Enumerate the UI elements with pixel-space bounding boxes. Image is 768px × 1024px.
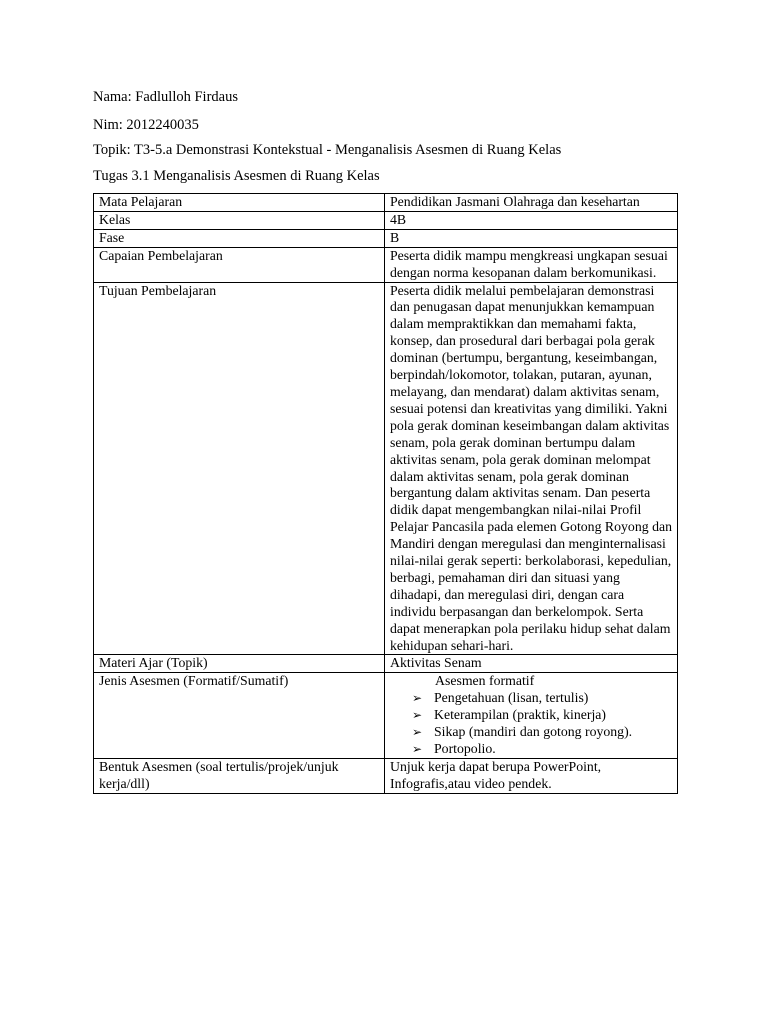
row-value xyxy=(385,282,678,655)
list-item-text: Sikap (mandiri dan gotong royong). xyxy=(434,724,633,740)
list-item-text: Keterampilan (praktik, kinerja) xyxy=(434,707,607,723)
row-value: Aktivitas Senam xyxy=(385,655,678,673)
arrowhead-bullet-icon: ➢ xyxy=(412,725,423,740)
table-row-mata-pelajaran xyxy=(94,194,678,212)
row-value: B xyxy=(385,229,678,247)
student-nim: Nim: 2012240035 xyxy=(93,117,199,133)
row-label: Fase xyxy=(94,229,385,247)
asesmen-title: Asesmen formatif xyxy=(435,673,535,689)
list-item xyxy=(412,690,672,707)
list-item xyxy=(412,724,672,741)
row-label: Materi Ajar (Topik) xyxy=(94,655,385,673)
student-name: Nama: Fadlulloh Firdaus xyxy=(93,89,238,105)
row-value: Peserta didik mampu mengkreasi ungkapan sesuai dengan norma kesopanan dalam berkomunikasi. xyxy=(385,247,678,282)
assessment-table xyxy=(93,193,678,794)
list-item-text: Pengetahuan (lisan, tertulis) xyxy=(434,690,589,706)
table-row-capaian xyxy=(94,247,678,282)
row-label: Bentuk Asesmen (soal tertulis/projek/unjuk kerja/dll) xyxy=(94,758,385,793)
row-value: 4B xyxy=(385,211,678,229)
asesmen-list xyxy=(390,690,672,758)
topic-line: Topik: T3-5.a Demonstrasi Kontekstual - Menganalisis Asesmen di Ruang Kelas xyxy=(93,142,562,158)
row-value: Pendidikan Jasmani Olahraga dan kesehartan xyxy=(385,194,678,212)
table-row-bentuk-asesmen xyxy=(94,758,678,793)
assignment-title: Tugas 3.1 Menganalisis Asesmen di Ruang Kelas xyxy=(93,168,380,184)
row-label: Capaian Pembelajaran xyxy=(94,247,385,282)
table-row-kelas xyxy=(94,211,678,229)
row-label: Jenis Asesmen (Formatif/Sumatif) xyxy=(94,673,385,759)
row-label: Mata Pelajaran xyxy=(94,194,385,212)
table-row-materi xyxy=(94,655,678,673)
row-label: Tujuan Pembelajaran xyxy=(94,282,385,655)
list-item xyxy=(412,707,672,724)
table-row-fase xyxy=(94,229,678,247)
arrowhead-bullet-icon: ➢ xyxy=(412,691,423,706)
row-value xyxy=(385,673,678,759)
arrowhead-bullet-icon: ➢ xyxy=(412,742,423,756)
row-label: Kelas xyxy=(94,211,385,229)
table-row-tujuan xyxy=(94,282,678,655)
list-item-text: Portopolio. xyxy=(434,741,496,756)
list-item xyxy=(412,741,672,758)
arrowhead-bullet-icon: ➢ xyxy=(412,708,423,723)
tujuan-text: Peserta didik melalui pembelajaran demonstrasi dan penugasan dapat menunjukkan kemampuan dalam mempraktikkan dan memahami fakta, konsep, dan prosedural dari berbagai pola gerak dominan (bertumpu, bergantung, keseimbangan, berpindah/lokomotor, tolakan, putaran, ayunan, melayang, dan mendarat) dalam aktivitas senam, sesuai potensi dan kreativitas yang dimiliki. Yakni pola gerak dominan keseimbangan dalam aktivitas senam, pola gerak dominan bertumpu dalam aktivitas senam, pola gerak dominan melompat dalam aktivitas senam, pola gerak dominan bergantung dalam aktivitas senam. Dan peserta didik dapat mengembangkan nilai-nilai Profil Pelajar Pancasila pada elemen Gotong Royong dan Mandiri dengan meregulasi dan menginternalisasi nilai-nilai gerak seperti: berkolaborasi, kepedulian, berbagi, pemahaman diri dan situasi yang dihadapi, dan meregulasi diri, dengan cara individu berpasangan dan berkelompok. Serta dapat menerapkan pola perilaku hidup sehat dalam kehidupan sehari-hari. xyxy=(390,282,672,653)
row-value: Unjuk kerja dapat berupa PowerPoint, Infografis,atau video pendek. xyxy=(385,758,678,793)
table-row-jenis-asesmen xyxy=(94,673,678,759)
